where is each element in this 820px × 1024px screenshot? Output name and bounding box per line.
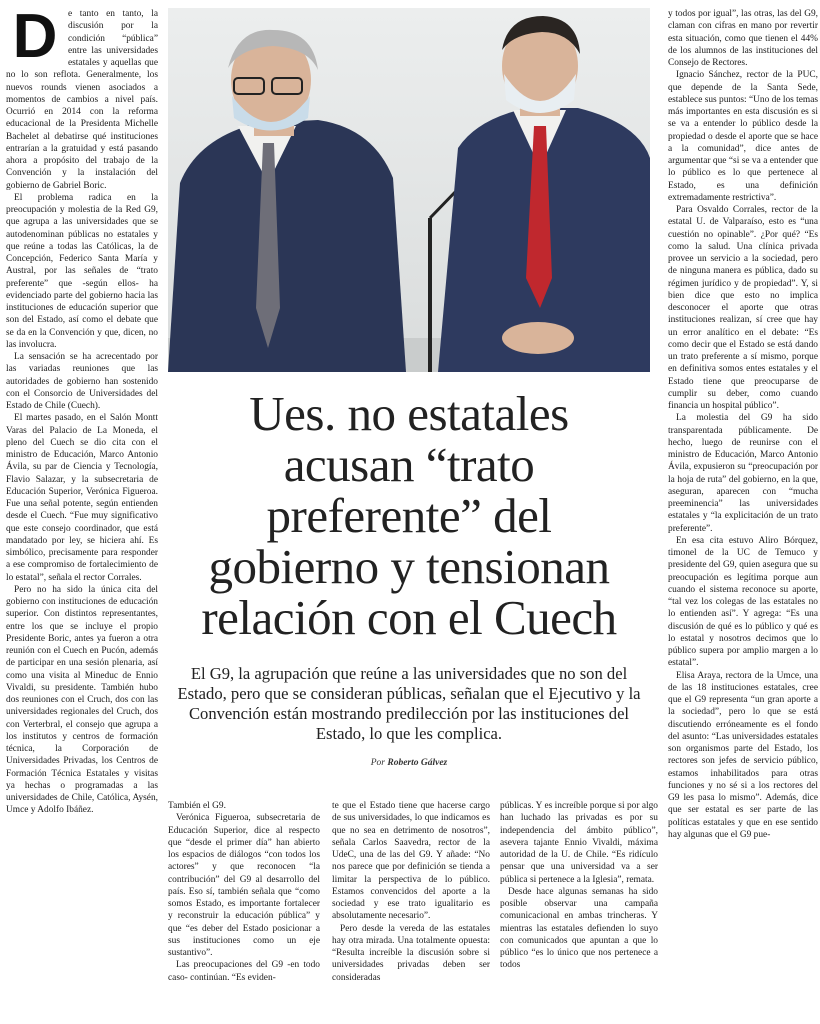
body-paragraph: También el G9. xyxy=(168,801,226,811)
body-paragraph: En esa cita estuvo Aliro Bórquez, timonel de la UC de Temuco y presidente del G9, quien asegura que su preocupación es legítima porque aun cuando el sistema reconoce su aporte, “tal vez los colegas de las estatales no lo entienden así”. Y agrega: “Es una discusión de qué es lo público y qué es lo estatal y nosotros decimos que lo público supera por amplio margen a lo estatal”. xyxy=(668,535,818,669)
body-paragraph: El problema radica en la preocupación y molestia de la Red G9, que agrupa a las universidades que se autodenominan públicas no estatales y que reúne a todas las Católicas, la de Concepción, Federico Santa María y Austral, por las señales de “trato preferente” que -según ellos- ha evidenciado parte del gobierno hacia las instituciones de educación superior que son del Estado, así como el debate que se da en la Convención y que, dicen, no las involucra. xyxy=(6,192,158,350)
byline-prefix: Por xyxy=(370,758,385,768)
body-paragraph: e tanto en tanto, la discusión por la condición “pública” entre las universidades estatales y aquellas que no lo son reflota. Generalmente, los nuevos rounds vienen asociados a momentos de cambios a nivel país. Ocurrió en 2014 con la reforma educacional de la Presidenta Michelle Bachelet al debatirse qué instituciones entrarían a la gratuidad y está pasando ahora a propósito del trabajo de la Convención y la instalación del gobierno de Gabriel Boric. xyxy=(6,9,158,191)
headline-line: gobierno y tensionan xyxy=(208,539,610,594)
article-column-3 xyxy=(332,800,490,1020)
article-column-right xyxy=(668,8,818,1020)
body-paragraph: Para Osvaldo Corrales, rector de la estatal U. de Valparaíso, esto es “una cuestión no opinable”. ¿Por qué? “Es como la salud. Una clínica privada provee un servicio a la sociedad, pero de ninguna manera es pública, dado su régimen jurídico y de propiedad”. Y, si bien dice que esto no implica desconocer el aporte que otras instituciones realizan, sí cree que hay un error analítico en el debate: “Es como decir que el Estado se está dando un trato preferente a sí mismo, porque en definitiva somos entes estatales y el Estado tiene que preocuparse de cumplir su deber, como cuando financia un hospital público”. xyxy=(668,205,818,411)
byline xyxy=(168,758,650,768)
headline-line: acusan “trato xyxy=(283,437,535,492)
body-paragraph: Pero desde la vereda de las estatales hay otra mirada. Una totalmente opuesta: “Resulta increíble la discusión sobre si universidades privadas deben ser consideradas xyxy=(332,923,490,983)
article-column-2 xyxy=(168,800,320,1020)
article-photo xyxy=(168,8,650,372)
headline xyxy=(168,388,650,643)
lead-paragraph: El G9, la agrupación que reúne a las universidades que no son del Estado, pero que se consideran públicas, señalan que el Ejecutivo y la Convención están mostrando predilección por las instituciones del Estado, lo que les complica. xyxy=(177,664,641,743)
headline-line: relación con el Cuech xyxy=(201,590,617,645)
body-paragraph: La molestia del G9 ha sido transparentada públicamente. De hecho, luego de reunirse con el ministro de Educación, Marco Antonio Ávila, expusieron su “preocupación por la hoja de ruta” del gobierno, en la que, aseguran, aparecen con “mucha preeminencia” las universidades estatales y “la explicitación de un trato preferente”. xyxy=(668,413,818,534)
body-paragraph: Pero no ha sido la única cita del gobierno con instituciones de educación superior. Con distintos representantes, entre los que se incluye el propio Presidente Boric, antes ya fueron a otra reunión con el Cuech en Pucón, además de participar en una sesión plenaria, así como una visita al Mineduc de Ennio Vivaldi, su presidente. También hubo dos reuniones con el Cruch, dos con las universidades regionales del Cruch, dos con Verterbral, el consejo que agrupa a los institutos y centros de formación técnica, la Corporación de Universidades Privadas, los Centros de Formación Técnica Estatales y visitas ya hechas o programadas a las universidades de Chile, Católica, Aysén, Umce y Adolfo Ibáñez. xyxy=(6,584,158,816)
body-paragraph: te que el Estado tiene que hacerse cargo de sus universidades, lo que indicamos es que no sea en detrimento de nosotros”, señala Carlos Saavedra, rector de la UdeC, una de las del G9. Y añade: “No nos parece que por definición se tienda a limitar la perspectiva de lo público. Estamos convencidos del aporte a la sociedad y ese trato igualitario es absolutamente necesario”. xyxy=(332,801,490,922)
byline-author: Roberto Gálvez xyxy=(387,758,448,768)
article-column-1 xyxy=(6,8,158,1020)
body-paragraph: y todos por igual”, las otras, las del G9, claman con cifras en mano por revertir esta situación, como que tienen el 44% de los alumnos de las instituciones del Consejo de Rectores. xyxy=(668,9,818,68)
body-paragraph: Elisa Araya, rectora de la Umce, una de las 18 instituciones estatales, cree que el G9 representa “un gran aporte a la sociedad”, pero lo que se está discutiendo erróneamente es el fondo del asunto: “Las universidades estatales son organismos parte del Estado, los rectores son jefes de servicio público, estamos inhabilitados para otras funciones y no sé si a los rectores del G9 les pasa lo mismo”. Además, dice que ser estatal es ser parte de las políticas estatales y que en ese sentido hay algunas que el G9 pue- xyxy=(668,670,818,840)
body-paragraph: Las preocupaciones del G9 -en todo caso- continúan. “Es eviden- xyxy=(168,960,320,983)
body-paragraph: públicas. Y es increíble porque si por algo han luchado las privadas es por su independencia del ámbito público”, asevera tajante Ennio Vivaldi, máxima autoridad de la U. de Chile. “Es ridículo pensar que una universidad va a ser pública si pertenece a la Iglesia”, remata. xyxy=(500,801,658,885)
body-paragraph: Verónica Figueroa, subsecretaria de Educación Superior, dice al respecto que “desde el primer día” han abierto los espacios de diálogos “con todos los actores” y que reconocen “la contribución” del G9 al desarrollo del país. Eso sí, también señala que “como somos Estado, es importante fortalecer y reconstruir la educación pública” y que “es deber del Estado posicionar a sus instituciones como un eje sustantivo”. xyxy=(168,813,320,958)
headline-line: Ues. no estatales xyxy=(249,386,569,441)
body-paragraph: La sensación se ha acrecentado por las variadas reuniones que las autoridades de gobierno han sostenido con el Consorcio de Universidades del Estado de Chile (Cuech). xyxy=(6,352,158,411)
body-paragraph: Desde hace algunas semanas ha sido posible observar una campaña comunicacional en ambas trincheras. Y mientras las estatales defienden lo suyo con comunicados que apuntan a que lo público “es lo único que nos pertenece a todos xyxy=(500,886,658,971)
drop-cap: D xyxy=(12,8,58,71)
body-paragraph: El martes pasado, en el Salón Montt Varas del Palacio de La Moneda, el pleno del Cuech se dio cita con el ministro de Educación, Marco Antonio Ávila, su par de Ciencia y Tecnología, Flavio Salazar, y la subsecretaria de Educación Superior, Verónica Figueroa. Fue una señal potente, según entienden desde el Cuech. “Fue muy significativo que este consejo coordinador, que está mandatado por ley, se hiciera ahí. Es simbólico, precisamente para responder a ese compromiso de fortalecimiento de lo estatal”, señala el rector Corrales. xyxy=(6,413,158,583)
headline-line: preferente” del xyxy=(266,488,552,543)
body-paragraph: Ignacio Sánchez, rector de la PUC, que depende de la Santa Sede, establece sus puntos: “Uno de los temas más importantes en esta discusión es si se va a entender lo público desde la propiedad o desde el aporte que se hace a la comunidad”, dice antes de argumentar que “si se va a entender que lo público es lo que pertenece al Estado, es una definición extremadamente restrictiva”. xyxy=(668,70,818,203)
article-column-4 xyxy=(500,800,658,1020)
